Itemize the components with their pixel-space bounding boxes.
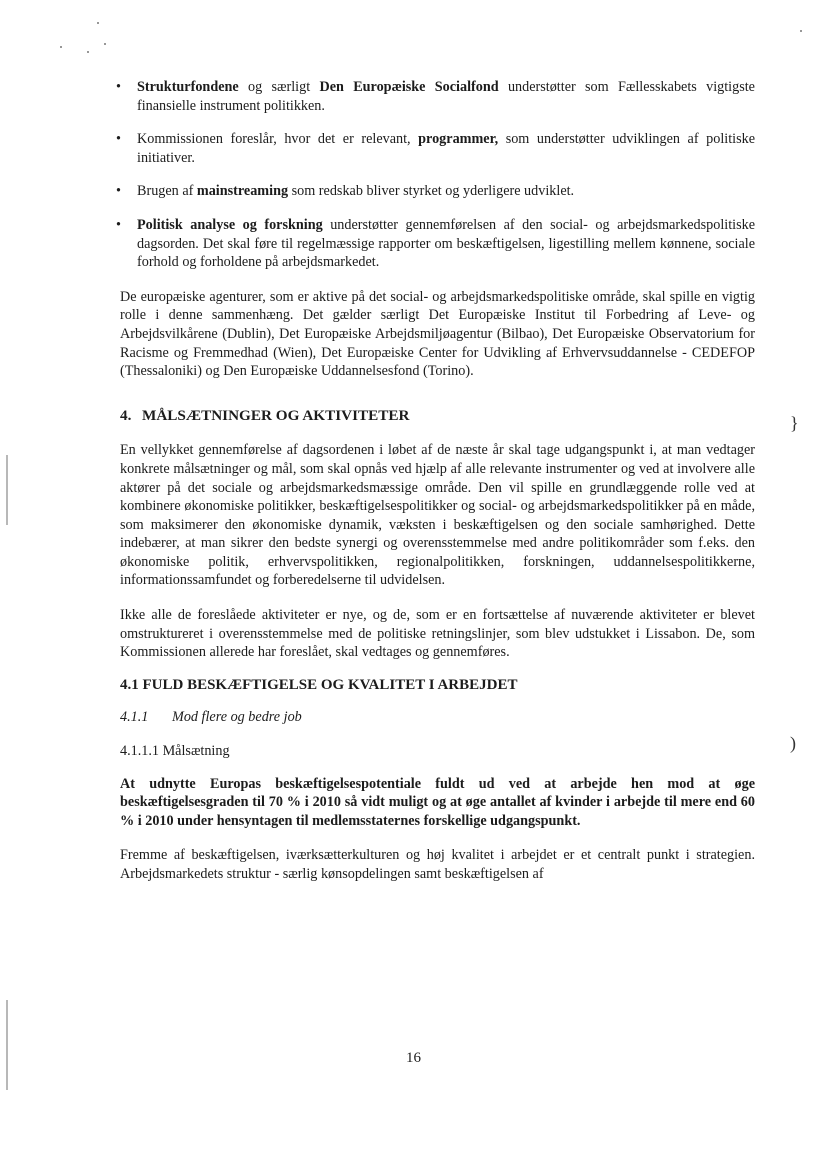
margin-mark: ) <box>790 733 796 753</box>
document-body <box>116 78 756 884</box>
section-heading-4-1-1-1: 4.1.1.1 Målsætning <box>120 743 230 760</box>
seg: som understøtter udviklingen af politiske initiativer. <box>137 131 755 166</box>
scan-speck <box>87 51 89 53</box>
seg: mainstreaming <box>196 183 289 200</box>
seg: understøtter som Fællesskabets vigtigste finansielle instrument politikken. <box>137 79 755 114</box>
goal-statement: At udnytte Europas beskæftigelsespotentiale fuldt ud ved at arbejde hen mod at øge beskæftigelsesgraden til 70 % i 2010 så vidt muligt og at øge antallet af kvinder i arbejde til mere end 60 % i 2010 under hensyntagen til medlemsstaternes forskellige udgangspunkt. <box>120 775 755 829</box>
seg: understøtter gennemførelsen af den social- og arbejdsmarkedspolitiske dagsorden. Det skal føre til regelmæssige rapporter om beskæftigelsen, ligestilling mellem kønnene, sociale forhold og forholdene på arbejdsmarkedet. <box>137 216 756 271</box>
section-heading-4-1-1 <box>120 708 755 727</box>
scan-speck <box>97 22 99 24</box>
bullet-dot: • <box>116 79 121 95</box>
margin-mark: } <box>790 413 799 433</box>
section-heading-4-1: 4.1 FULD BESKÆFTIGELSE OG KVALITET I ARBEJDET <box>120 676 518 693</box>
bullet-list <box>116 78 756 272</box>
scan-speck <box>800 30 802 32</box>
bullet-dot: • <box>116 183 121 200</box>
bullet-dot: • <box>116 216 121 233</box>
seg: Den Europæiske Socialfond <box>319 79 499 95</box>
section-title: MÅLSÆTNINGER OG AKTIVITETER <box>142 406 410 424</box>
seg: som redskab bliver styrket og yderligere udviklet. <box>288 183 575 200</box>
seg: Strukturfondene <box>137 79 239 95</box>
seg: og særligt <box>238 79 320 95</box>
bullet-item <box>116 216 756 272</box>
bullet-item <box>116 78 755 115</box>
seg: programmer, <box>418 131 499 148</box>
page-number: 16 <box>406 1050 421 1066</box>
section-heading-4 <box>120 407 755 426</box>
subsection-number: 4.1.1 <box>120 709 149 726</box>
seg: Brugen af <box>137 183 197 200</box>
bullet-dot: • <box>116 131 121 148</box>
scan-speck <box>60 46 62 48</box>
subsection-title: Mod flere og bedre job <box>172 709 302 726</box>
seg: Kommissionen foreslår, hvor det er relevant, <box>137 131 419 148</box>
bullet-item <box>116 182 755 201</box>
section-number: 4. <box>120 406 132 424</box>
paragraph-agencies: De europæiske agenturer, som er aktive på det social- og arbejdsmarkedspolitiske område, skal spille en vigtig rolle i denne sammenhæng. Det gælder særligt Det Europæiske Institut til Forbedring af Leve- og Arbejdsvilkårene (Dublin), Det Europæiske Arbejdsmiljøagentur (Bilbao), Det Europæiske Observatorium for Racisme og Fremmedhad (Wien), Det Europæiske Center for Udvikling af Erhvervsuddannelse - CEDEFOP (Thessaloniki) og Den Europæiske Uddannelsesfond (Torino). <box>120 288 755 380</box>
scan-speck <box>104 43 106 45</box>
scan-edge-line <box>6 1000 8 1090</box>
bullet-item <box>116 130 755 167</box>
paragraph-strategy: Fremme af beskæftigelsen, iværksætterkulturen og høj kvalitet i arbejdet er et centralt punkt i strategien. Arbejdsmarkedets struktur - særlig kønsopdelingen samt beskæftigelsen af <box>120 847 755 882</box>
scan-edge-line <box>6 455 8 525</box>
paragraph-implementation: En vellykket gennemførelse af dagsordenen i løbet af de næste år skal tage udgangspunkt i, at man vedtager konkrete målsætninger og mål, som skal opnås ved hjælp af alle relevante instrumenter og ved at involvere alle aktører på det sociale og arbejdsmarkedsmæssige område. Den vil spille en grundlæggende rolle ved at kombinere økonomiske politikker, beskæftigelsespolitikker og social- og arbejdsmarkedspolitikker på en måde, som maksimerer den økonomiske dynamik, væksten i beskæftigelsen og den sociale samhørighed. Dette indebærer, at man sikrer den bedste synergi og overensstemmelse med andre politikområder som f.eks. den økonomiske politik, erhvervspolitikken, regionalpolitikken, forskningen, uddannelsespolitikkerne, informationssamfundet og forberedelserne til udvidelsen. <box>120 442 755 589</box>
paragraph-activities: Ikke alle de foreslåede aktiviteter er nye, og de, som er en fortsættelse af nuværende aktiviteter er blevet omstruktureret i overensstemmelse med de politiske retningslinjer, som blev udstukket i Lissabon. De, som Kommissionen allerede har foreslået, skal vedtages og gennemføres. <box>120 607 755 661</box>
seg: Politisk analyse og forskning <box>137 216 323 233</box>
